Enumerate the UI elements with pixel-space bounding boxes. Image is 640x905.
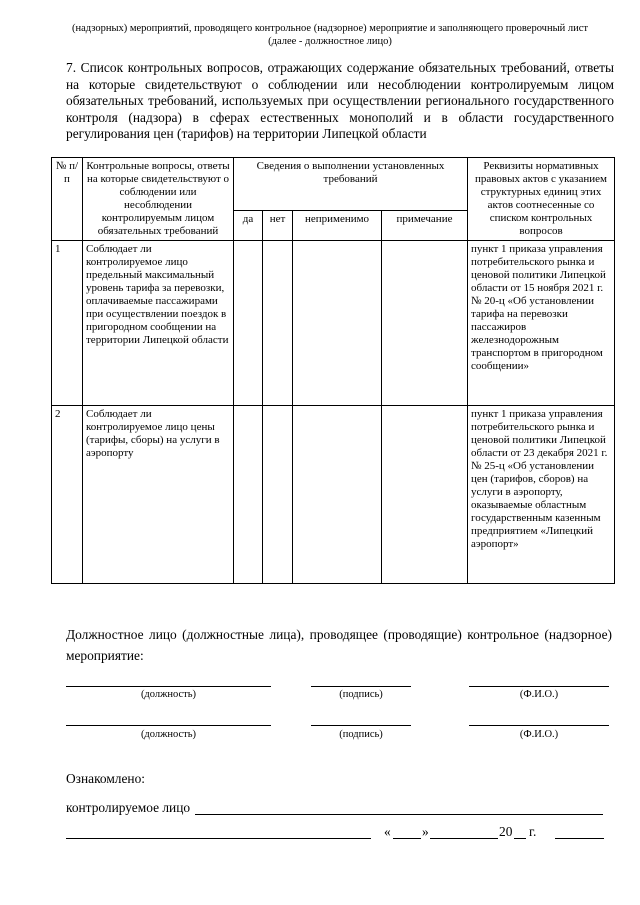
signature-caption: (подпись) <box>339 729 383 740</box>
position-caption: (должность) <box>140 729 197 740</box>
year-suffix: г. <box>529 824 537 839</box>
cell-no[interactable] <box>263 241 293 406</box>
signature-caption: (подпись) <box>339 689 383 700</box>
fio-line[interactable] <box>469 686 609 687</box>
date-open-quote: « <box>384 824 391 839</box>
header-note: примечание <box>382 210 468 241</box>
header-num: № п/п <box>52 158 83 241</box>
page-header <box>40 22 620 48</box>
time-line[interactable] <box>555 838 604 839</box>
fio-caption: (Ф.И.О.) <box>519 689 559 700</box>
cell-no[interactable] <box>263 406 293 584</box>
signature-line[interactable] <box>311 686 411 687</box>
header-info: Сведения о выполнении установленных требований <box>234 158 468 211</box>
controlled-person-line[interactable] <box>195 814 603 815</box>
row-question: Соблюдает ли контролируемое лицо цены (тарифы, сборы) на услуги в аэропорту <box>83 406 234 584</box>
row-requisites: пункт 1 приказа управления потребительского рынка и ценовой политики Липецкой области от 15 ноября 2021 г. № 20-ц «Об установлении тарифа на перевозки пассажиров железнодорожным транспортом в пригородном сообщении» <box>468 241 615 406</box>
controlled-person-label: контролируемое лицо <box>66 800 191 815</box>
header-no: нет <box>263 210 293 241</box>
row-question: Соблюдает ли контролируемое лицо предельный максимальный уровень тарифа за перевозки, оплачиваемые пассажирами при осуществлении поездок в пригородном сообщении на территории Липецкой области <box>83 241 234 406</box>
fio-caption: (Ф.И.О.) <box>519 729 559 740</box>
header-line-1: (надзорных) мероприятий, проводящего контрольное (надзорное) мероприятие и заполняющего проверочный лист <box>72 23 588 34</box>
year-prefix: 20 <box>499 824 513 839</box>
header-yes: да <box>234 210 263 241</box>
cell-na[interactable] <box>293 241 382 406</box>
table-header-row <box>52 158 615 211</box>
cell-note[interactable] <box>382 241 468 406</box>
acknowledgment-line[interactable] <box>66 838 371 839</box>
date-close-quote: » <box>422 824 429 839</box>
date-day-line[interactable] <box>393 838 421 839</box>
date-month-line[interactable] <box>430 838 498 839</box>
date-year-line[interactable] <box>514 838 526 839</box>
row-num: 1 <box>52 241 83 406</box>
header-question: Контрольные вопросы, ответы на которые свидетельствуют о соблюдении или несоблюдении контролируемым лицом обязательных требований <box>83 158 234 241</box>
cell-yes[interactable] <box>234 406 263 584</box>
position-line[interactable] <box>66 686 271 687</box>
cell-na[interactable] <box>293 406 382 584</box>
official-signature-title: Должностное лицо (должностные лица), проводящее (проводящие) контрольное (надзорное) мероприятие: <box>66 627 612 663</box>
checklist-table <box>51 157 615 584</box>
acknowledged-label: Ознакомлено: <box>66 771 146 786</box>
cell-yes[interactable] <box>234 241 263 406</box>
cell-note[interactable] <box>382 406 468 584</box>
row-num: 2 <box>52 406 83 584</box>
position-caption: (должность) <box>140 689 197 700</box>
intro-paragraph: 7. Список контрольных вопросов, отражающих содержание обязательных требований, ответы на которые свидетельствуют о соблюдении или несоблюдении контролируемым лицом обязательных требований, используемых при осуществлении регионального государственного контроля (надзора) в сферах естественных монополий и в области государственного регулирования цен (тарифов) на территории Липецкой области <box>66 60 614 141</box>
signature-line[interactable] <box>311 725 411 726</box>
header-requisites: Реквизиты нормативных правовых актов с указанием структурных единиц этих актов соотнесенные со списком контрольных вопросов <box>468 158 615 241</box>
fio-line[interactable] <box>469 725 609 726</box>
position-line[interactable] <box>66 725 271 726</box>
table-row <box>52 406 615 584</box>
row-requisites: пункт 1 приказа управления потребительского рынка и ценовой политики Липецкой области от 23 декабря 2021 г. № 25-ц «Об установлении цен (тарифов, сборов) на услуги в аэропорту, оказываемые областным государственным казенным предприятием «Липецкий аэропорт» <box>468 406 615 584</box>
header-line-2: (далее - должностное лицо) <box>268 36 392 47</box>
header-na: неприменимо <box>293 210 382 241</box>
table-row <box>52 241 615 406</box>
